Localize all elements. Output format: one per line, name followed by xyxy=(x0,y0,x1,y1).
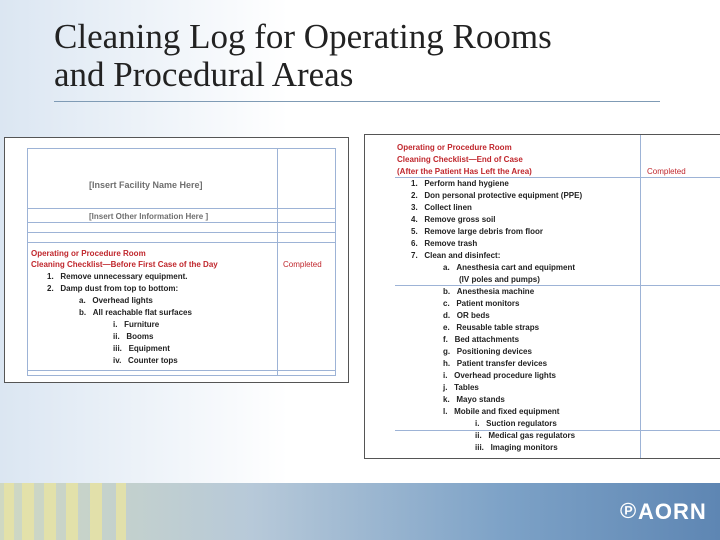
list-item: 4. Remove gross soil xyxy=(411,215,496,224)
footer-decorative-stripe xyxy=(90,483,102,540)
table-row-divider xyxy=(27,222,336,223)
aorn-logo-icon: ℗ xyxy=(620,498,637,523)
list-subsubitem: ii. Booms xyxy=(113,332,154,341)
slide-title xyxy=(54,18,674,94)
table-row-divider xyxy=(27,232,336,233)
list-subitem: b. All reachable flat surfaces xyxy=(79,308,192,317)
list-subsubitem: iv. Counter tops xyxy=(113,356,178,365)
list-item: 2. Damp dust from top to bottom: xyxy=(47,284,179,293)
list-subitem: f. Bed attachments xyxy=(443,335,520,344)
list-subitem: c. Patient monitors xyxy=(443,299,520,308)
list-item: 3. Collect linen xyxy=(411,203,472,212)
table-row-divider xyxy=(395,177,720,178)
right-checklist-document xyxy=(364,134,720,459)
list-subsubitem: iii. Equipment xyxy=(113,344,170,353)
table-row-divider xyxy=(27,370,336,371)
list-subitem: a. Anesthesia cart and equipment xyxy=(443,263,576,272)
list-subitem: g. Positioning devices xyxy=(443,347,532,356)
list-subitem: i. Overhead procedure lights xyxy=(443,371,556,380)
list-subitem: j. Tables xyxy=(443,383,479,392)
facility-name-placeholder: [Insert Facility Name Here] xyxy=(89,180,203,190)
right-heading-line-3: (After the Patient Has Left the Area) xyxy=(397,167,532,176)
left-heading-line-2: Cleaning Checklist—Before First Case of the Day xyxy=(31,260,218,269)
list-item: 7. Clean and disinfect: xyxy=(411,251,501,260)
slide-title-line-1: Cleaning Log for Operating Rooms xyxy=(54,17,552,56)
list-subitem: e. Reusable table straps xyxy=(443,323,540,332)
table-column-divider xyxy=(640,135,641,458)
title-divider xyxy=(54,101,660,102)
other-info-placeholder: [Insert Other Information Here ] xyxy=(89,212,209,221)
table-row-divider xyxy=(395,285,720,286)
list-subitem: k. Mayo stands xyxy=(443,395,505,404)
left-heading-line-1: Operating or Procedure Room xyxy=(31,249,146,258)
footer-decorative-stripe xyxy=(66,483,78,540)
left-checklist-document xyxy=(4,137,349,383)
right-completed-header: Completed xyxy=(647,167,686,176)
list-subitem: a. Overhead lights xyxy=(79,296,153,305)
right-heading-line-1: Operating or Procedure Room xyxy=(397,143,512,152)
table-column-divider xyxy=(277,148,278,376)
list-subsubitem: iii. Imaging monitors xyxy=(475,443,558,452)
list-subitem: d. OR beds xyxy=(443,311,490,320)
aorn-logo: AORN xyxy=(638,499,707,524)
list-subsubitem: i. Furniture xyxy=(113,320,160,329)
footer-decorative-stripe xyxy=(116,483,126,540)
list-subitem: l. Mobile and fixed equipment xyxy=(443,407,560,416)
list-subitem: (IV poles and pumps) xyxy=(459,275,540,284)
list-item: 6. Remove trash xyxy=(411,239,478,248)
right-heading-line-2: Cleaning Checklist—End of Case xyxy=(397,155,523,164)
list-subsubitem: ii. Medical gas regulators xyxy=(475,431,576,440)
list-subsubitem: i. Suction regulators xyxy=(475,419,557,428)
slide-title-line-2: and Procedural Areas xyxy=(54,55,354,94)
footer-decorative-stripe xyxy=(22,483,34,540)
table-row-divider xyxy=(27,242,336,243)
list-subitem: b. Anesthesia machine xyxy=(443,287,535,296)
footer-decorative-stripe xyxy=(4,483,14,540)
list-subitem: h. Patient transfer devices xyxy=(443,359,548,368)
left-completed-header: Completed xyxy=(283,260,322,269)
footer-decorative-stripe xyxy=(44,483,56,540)
slide-footer-band xyxy=(0,483,720,540)
list-item: 2. Don personal protective equipment (PPE) xyxy=(411,191,583,200)
list-item: 1. Perform hand hygiene xyxy=(411,179,509,188)
list-item: 5. Remove large debris from floor xyxy=(411,227,544,236)
table-row-divider xyxy=(27,208,336,209)
list-item: 1. Remove unnecessary equipment. xyxy=(47,272,188,281)
left-checklist-table xyxy=(27,148,336,376)
